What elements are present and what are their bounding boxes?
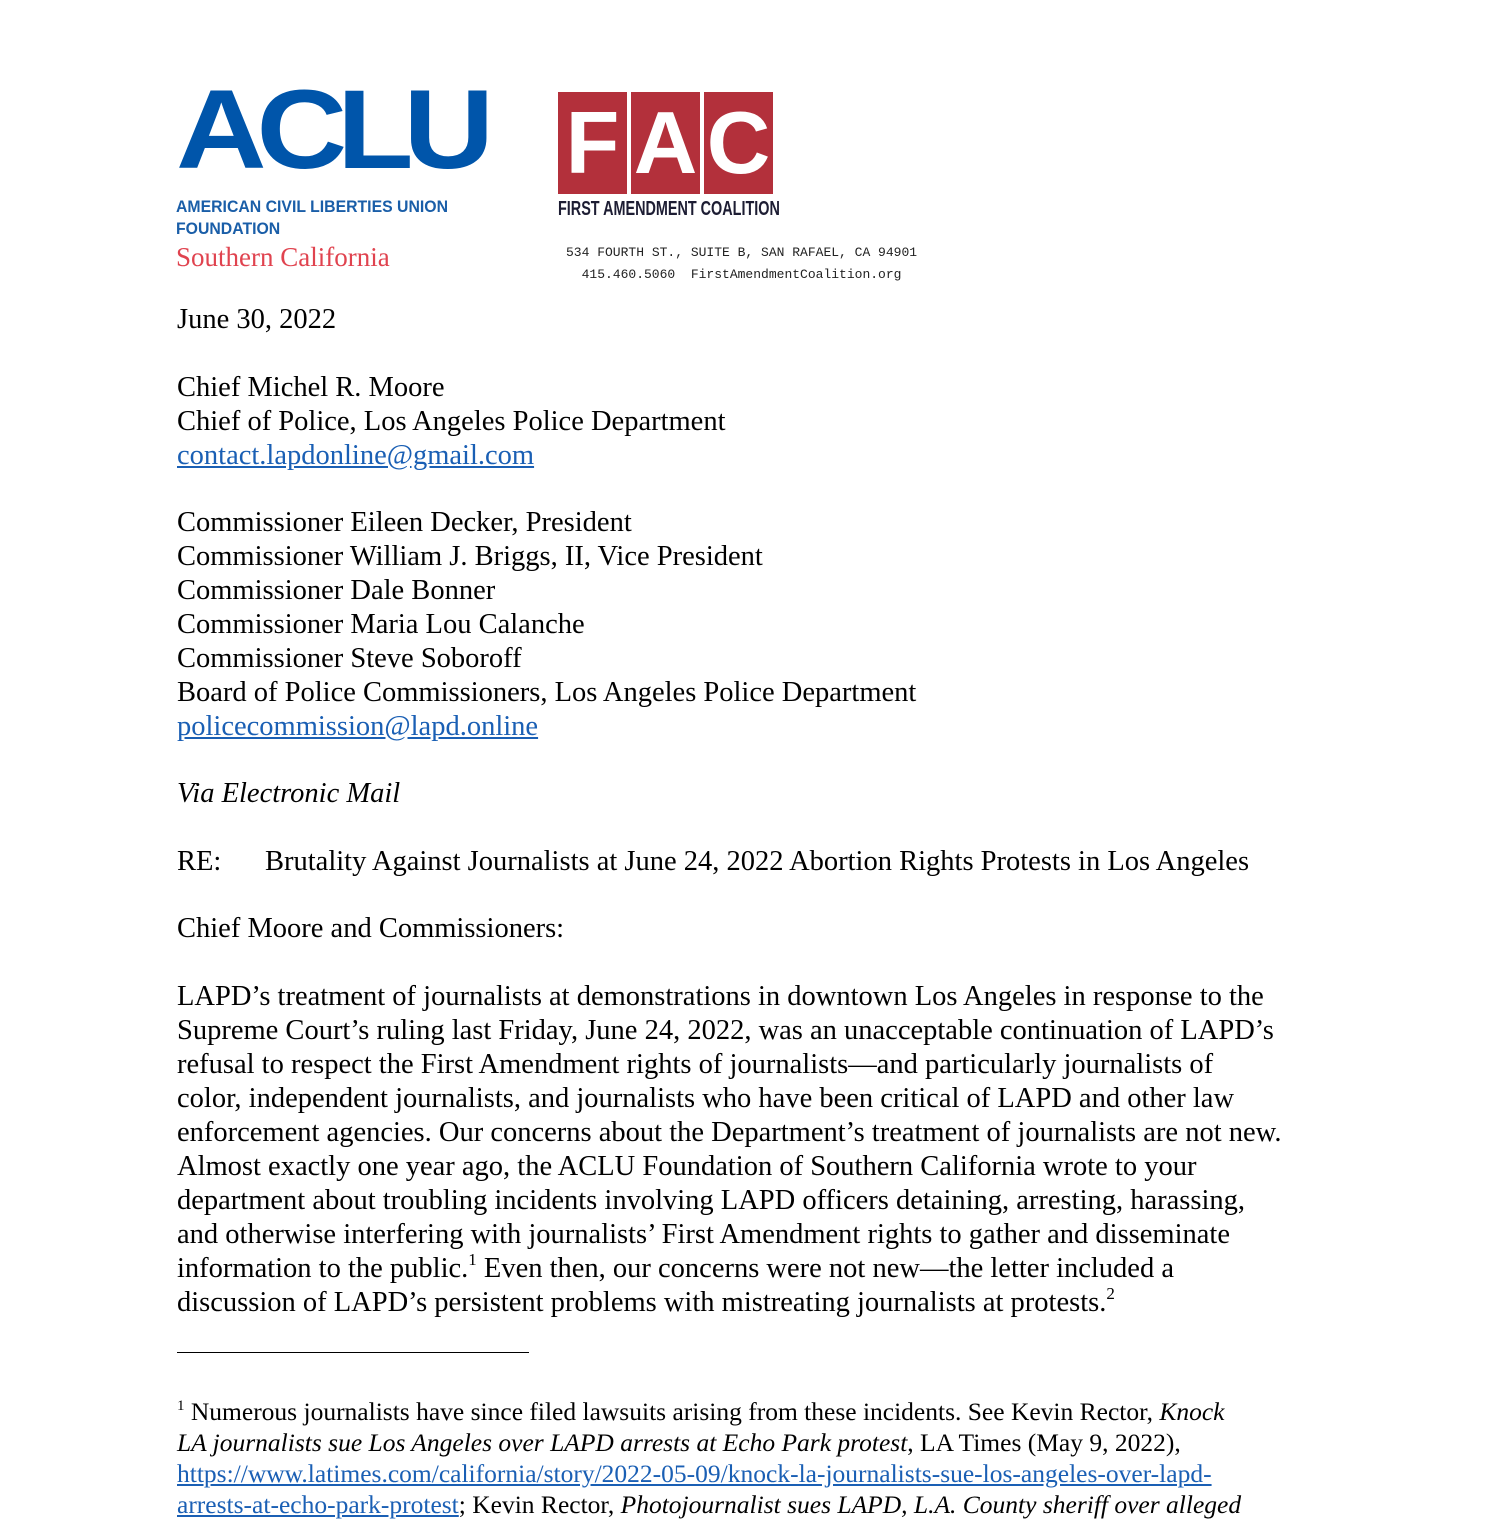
body-line: Supreme Court’s ruling last Friday, June 24, 2022, was an unacceptable continuation of LAPD’s <box>177 1015 1274 1046</box>
chief-email-link[interactable]: contact.lapdonline@gmail.com <box>177 440 535 471</box>
re-line <box>177 845 1249 879</box>
body-text: Even then, our concerns were not new—the letter included a <box>476 1253 1174 1284</box>
footnote-title: Photojournalist sues LAPD, L.A. County sheriff over alleged <box>620 1490 1242 1519</box>
body-line: and otherwise interfering with journalists’ First Amendment rights to gather and disseminate <box>177 1219 1230 1250</box>
footnote-text: Numerous journalists have since filed lawsuits arising from these incidents. See Kevin Rector, <box>184 1397 1160 1426</box>
fac-address-block <box>566 242 917 286</box>
fac-letter: C <box>704 92 773 194</box>
footnote-title: LA journalists sue Los Angeles over LAPD arrests at Echo Park protest <box>177 1428 908 1457</box>
recipient-line: Chief Michel R. Moore <box>177 372 445 403</box>
body-text: information to the public. <box>177 1253 469 1284</box>
delivery-method: Via Electronic Mail <box>177 778 401 809</box>
footnote-divider <box>177 1352 529 1353</box>
footnote-1 <box>177 1396 1241 1520</box>
commission-email-link[interactable]: policecommission@lapd.online <box>177 711 539 742</box>
recipient-chief <box>177 371 726 473</box>
body-line: LAPD’s treatment of journalists at demonstrations in downtown Los Angeles in response to the <box>177 981 1264 1012</box>
recipient-line: Commissioner Eileen Decker, President <box>177 507 632 538</box>
body-line <box>177 1286 1282 1320</box>
recipient-line: Commissioner Maria Lou Calanche <box>177 609 585 640</box>
re-label: RE: <box>177 846 222 877</box>
recipient-line: Chief of Police, Los Angeles Police Department <box>177 406 726 437</box>
body-line: enforcement agencies. Our concerns about the Department’s treatment of journalists are not new. <box>177 1117 1282 1148</box>
footnote-source: , LA Times (May 9, 2022), <box>907 1428 1181 1457</box>
recipient-line: Commissioner Steve Soboroff <box>177 643 522 674</box>
aclu-line1: AMERICAN CIVIL LIBERTIES UNION <box>176 197 449 216</box>
fac-phone: 415.460.5060 <box>581 267 676 282</box>
body-text: discussion of LAPD’s persistent problems with mistreating journalists at protests. <box>177 1287 1107 1318</box>
recipient-line: Board of Police Commissioners, Los Angeles Police Department <box>177 677 917 708</box>
fac-letter: A <box>631 92 700 194</box>
footnote-url-link[interactable]: https://www.latimes.com/california/story/2022-05-09/knock-la-journalists-sue-los-angeles-over-lapd- <box>177 1459 1212 1488</box>
footnote-number: 1 <box>177 1398 185 1414</box>
footnote-url-link-cont[interactable]: arrests-at-echo-park-protest <box>177 1490 459 1519</box>
footnote-ref[interactable]: 2 <box>1106 1284 1115 1303</box>
body-line: Almost exactly one year ago, the ACLU Foundation of Southern California wrote to your <box>177 1151 1197 1182</box>
recipient-commission <box>177 506 916 744</box>
fac-name: FIRST AMENDMENT COALITION <box>558 198 780 220</box>
fac-address: 534 FOURTH ST., SUITE B, SAN RAFAEL, CA 94901 <box>566 245 918 260</box>
body-line: department about troubling incidents involving LAPD officers detaining, arresting, harassing, <box>177 1185 1245 1216</box>
body-line: refusal to respect the First Amendment rights of journalists—and particularly journalists of <box>177 1049 1214 1080</box>
footnote-title: Knock <box>1159 1397 1225 1426</box>
fac-website: FirstAmendmentCoalition.org <box>690 267 902 282</box>
re-subject: Brutality Against Journalists at June 24, 2022 Abortion Rights Protests in Los Angeles <box>265 846 1250 877</box>
aclu-logo: ACLU <box>176 67 485 192</box>
fac-contact <box>566 264 917 286</box>
footnote-text: ; Kevin Rector, <box>458 1490 621 1519</box>
fac-letter: F <box>558 92 627 194</box>
salutation: Chief Moore and Commissioners: <box>177 913 565 944</box>
letter-date: June 30, 2022 <box>177 304 337 335</box>
body-line <box>177 1252 1282 1286</box>
recipient-line: Commissioner William J. Briggs, II, Vice President <box>177 541 763 572</box>
body-paragraph <box>177 980 1282 1320</box>
recipient-line: Commissioner Dale Bonner <box>177 575 496 606</box>
aclu-logo-subtitle <box>176 196 448 240</box>
aclu-region: Southern California <box>176 242 390 272</box>
fac-logo <box>558 92 773 194</box>
body-line: color, independent journalists, and journalists who have been critical of LAPD and other law <box>177 1083 1235 1114</box>
footnote-ref[interactable]: 1 <box>468 1250 477 1269</box>
aclu-line2: FOUNDATION <box>176 219 281 238</box>
